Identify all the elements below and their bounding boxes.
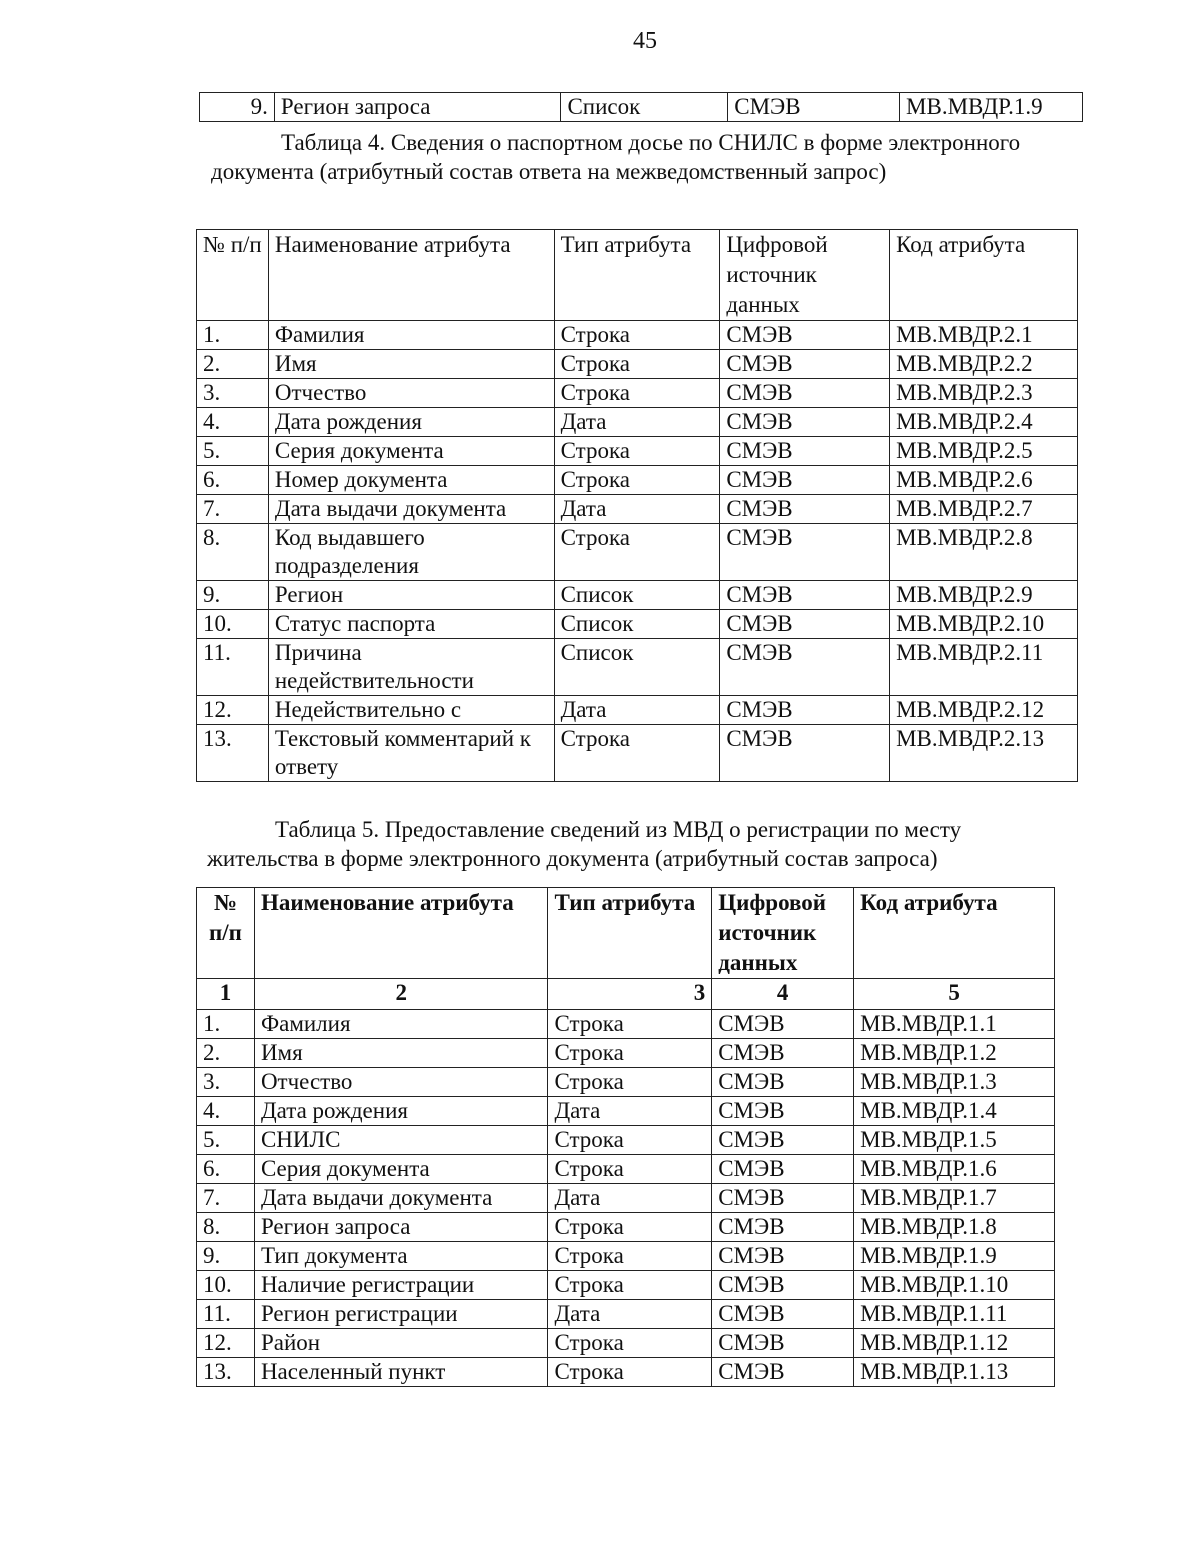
attribute-code: МВ.МВДР.2.1 — [890, 321, 1078, 350]
table-row — [197, 437, 1078, 466]
column-number: 5 — [854, 979, 1055, 1010]
continuation-table — [199, 92, 1083, 122]
attribute-type: Строка — [554, 379, 720, 408]
data-source: СМЭВ — [720, 495, 890, 524]
row-number: 10. — [197, 610, 269, 639]
table-row — [197, 696, 1078, 725]
attribute-type: Строка — [548, 1126, 712, 1155]
attribute-code: МВ.МВДР.1.13 — [854, 1358, 1055, 1387]
data-source: СМЭВ — [728, 93, 900, 122]
table-row — [197, 495, 1078, 524]
data-source: СМЭВ — [720, 350, 890, 379]
row-number: 10. — [197, 1271, 255, 1300]
attribute-name: Регион запроса — [254, 1213, 548, 1242]
attribute-name: Отчество — [268, 379, 554, 408]
row-number: 12. — [197, 696, 269, 725]
row-number: 7. — [197, 495, 269, 524]
header-source: Цифровой источник данных — [712, 888, 854, 979]
row-number: 8. — [197, 524, 269, 581]
attribute-code: МВ.МВДР.1.1 — [854, 1010, 1055, 1039]
attribute-name: Код выдавшего подразделения — [268, 524, 554, 581]
attribute-name: Регион — [268, 581, 554, 610]
row-number: 6. — [197, 1155, 255, 1184]
table-row — [197, 408, 1078, 437]
attribute-code: МВ.МВДР.1.2 — [854, 1039, 1055, 1068]
attribute-name: Имя — [254, 1039, 548, 1068]
header-type: Тип атрибута — [548, 888, 712, 979]
attribute-code: МВ.МВДР.1.10 — [854, 1271, 1055, 1300]
data-source: СМЭВ — [720, 610, 890, 639]
data-source: СМЭВ — [720, 321, 890, 350]
data-source: СМЭВ — [720, 437, 890, 466]
attribute-name: Причина недействительности — [268, 639, 554, 696]
table-row — [197, 466, 1078, 495]
table-row — [197, 581, 1078, 610]
data-source: СМЭВ — [720, 639, 890, 696]
attribute-type: Строка — [548, 1010, 712, 1039]
attribute-name: Регион запроса — [274, 93, 561, 122]
row-number: 4. — [197, 1097, 255, 1126]
attribute-code: МВ.МВДР.1.11 — [854, 1300, 1055, 1329]
table-row — [200, 93, 1083, 122]
attribute-code: МВ.МВДР.1.6 — [854, 1155, 1055, 1184]
attribute-type: Дата — [548, 1300, 712, 1329]
attribute-type: Строка — [554, 524, 720, 581]
attribute-type: Строка — [548, 1329, 712, 1358]
data-source: СМЭВ — [720, 524, 890, 581]
attribute-code: МВ.МВДР.2.13 — [890, 725, 1078, 782]
row-number: 3. — [197, 379, 269, 408]
table-row — [197, 1300, 1055, 1329]
attribute-type: Дата — [554, 696, 720, 725]
row-number: 3. — [197, 1068, 255, 1097]
attribute-type: Строка — [554, 437, 720, 466]
data-source: СМЭВ — [712, 1213, 854, 1242]
attribute-name: СНИЛС — [254, 1126, 548, 1155]
page-number: 45 — [633, 28, 657, 54]
table-row — [197, 1184, 1055, 1213]
data-source: СМЭВ — [720, 408, 890, 437]
table4 — [196, 229, 1078, 782]
data-source: СМЭВ — [712, 1242, 854, 1271]
attribute-type: Строка — [554, 350, 720, 379]
table-row — [197, 1271, 1055, 1300]
attribute-name: Район — [254, 1329, 548, 1358]
data-source: СМЭВ — [712, 1097, 854, 1126]
data-source: СМЭВ — [720, 379, 890, 408]
attribute-code: МВ.МВДР.2.8 — [890, 524, 1078, 581]
attribute-name: Серия документа — [254, 1155, 548, 1184]
attribute-code: МВ.МВДР.1.9 — [900, 93, 1083, 122]
row-number: 11. — [197, 639, 269, 696]
header-number: № п/п — [197, 888, 255, 979]
attribute-type: Дата — [554, 495, 720, 524]
attribute-code: МВ.МВДР.2.9 — [890, 581, 1078, 610]
attribute-type: Список — [554, 610, 720, 639]
row-number: 2. — [197, 1039, 255, 1068]
row-number: 5. — [197, 437, 269, 466]
attribute-type: Строка — [548, 1271, 712, 1300]
attribute-name: Дата рождения — [254, 1097, 548, 1126]
data-source: СМЭВ — [720, 466, 890, 495]
header-name: Наименование атрибута — [268, 230, 554, 321]
data-source: СМЭВ — [720, 696, 890, 725]
attribute-name: Текстовый комментарий к ответу — [268, 725, 554, 782]
table-row — [197, 1329, 1055, 1358]
header-type: Тип атрибута — [554, 230, 720, 321]
attribute-type: Строка — [554, 321, 720, 350]
attribute-code: МВ.МВДР.1.8 — [854, 1213, 1055, 1242]
attribute-code: МВ.МВДР.2.6 — [890, 466, 1078, 495]
table-row — [197, 1039, 1055, 1068]
attribute-code: МВ.МВДР.1.7 — [854, 1184, 1055, 1213]
attribute-type: Список — [554, 581, 720, 610]
attribute-name: Недействительно с — [268, 696, 554, 725]
attribute-name: Дата выдачи документа — [268, 495, 554, 524]
row-number: 1. — [197, 1010, 255, 1039]
header-code: Код атрибута — [890, 230, 1078, 321]
table-row — [197, 639, 1078, 696]
table5-caption: Таблица 5. Предоставление сведений из МВД о регистрации по месту жительства в форме электронного документа (атрибутный состав запроса) — [207, 817, 962, 871]
data-source: СМЭВ — [720, 581, 890, 610]
column-number: 3 — [548, 979, 712, 1010]
attribute-name: Отчество — [254, 1068, 548, 1097]
attribute-name: Статус паспорта — [268, 610, 554, 639]
attribute-code: МВ.МВДР.1.12 — [854, 1329, 1055, 1358]
attribute-name: Дата рождения — [268, 408, 554, 437]
data-source: СМЭВ — [712, 1358, 854, 1387]
row-number: 7. — [197, 1184, 255, 1213]
attribute-type: Строка — [548, 1242, 712, 1271]
attribute-code: МВ.МВДР.2.4 — [890, 408, 1078, 437]
table-row — [197, 1097, 1055, 1126]
attribute-type: Строка — [548, 1213, 712, 1242]
attribute-code: МВ.МВДР.2.2 — [890, 350, 1078, 379]
table4-header-row — [197, 230, 1078, 321]
table-row — [197, 1213, 1055, 1242]
row-number: 9. — [197, 1242, 255, 1271]
attribute-code: МВ.МВДР.2.3 — [890, 379, 1078, 408]
row-number: 5. — [197, 1126, 255, 1155]
table-row — [197, 524, 1078, 581]
row-number: 9. — [200, 93, 275, 122]
attribute-type: Строка — [548, 1155, 712, 1184]
attribute-type: Дата — [554, 408, 720, 437]
table-row — [197, 1242, 1055, 1271]
data-source: СМЭВ — [712, 1300, 854, 1329]
attribute-code: МВ.МВДР.2.7 — [890, 495, 1078, 524]
header-number: № п/п — [197, 230, 269, 321]
attribute-name: Имя — [268, 350, 554, 379]
data-source: СМЭВ — [712, 1155, 854, 1184]
data-source: СМЭВ — [712, 1126, 854, 1155]
attribute-type: Строка — [548, 1358, 712, 1387]
table-row — [197, 1010, 1055, 1039]
table-row — [197, 610, 1078, 639]
row-number: 6. — [197, 466, 269, 495]
attribute-type: Строка — [548, 1068, 712, 1097]
table-row — [197, 379, 1078, 408]
table-row — [197, 1155, 1055, 1184]
row-number: 12. — [197, 1329, 255, 1358]
row-number: 2. — [197, 350, 269, 379]
table-row — [197, 321, 1078, 350]
table4-caption: Таблица 4. Сведения о паспортном досье по СНИЛС в форме электронного документа (атрибутный состав ответа на межведомственный запрос) — [211, 130, 1021, 184]
attribute-code: МВ.МВДР.2.10 — [890, 610, 1078, 639]
column-number: 4 — [712, 979, 854, 1010]
attribute-type: Список — [561, 93, 728, 122]
attribute-name: Фамилия — [254, 1010, 548, 1039]
data-source: СМЭВ — [712, 1184, 854, 1213]
table4-body — [197, 321, 1078, 782]
attribute-code: МВ.МВДР.1.5 — [854, 1126, 1055, 1155]
header-source: Цифровой источник данных — [720, 230, 890, 321]
attribute-type: Список — [554, 639, 720, 696]
attribute-name: Регион регистрации — [254, 1300, 548, 1329]
data-source: СМЭВ — [712, 1068, 854, 1097]
column-number: 1 — [197, 979, 255, 1010]
table-row — [197, 350, 1078, 379]
table5 — [196, 887, 1055, 1387]
data-source: СМЭВ — [712, 1039, 854, 1068]
table-row — [197, 1358, 1055, 1387]
table5-body — [197, 1010, 1055, 1387]
attribute-name: Номер документа — [268, 466, 554, 495]
attribute-code: МВ.МВДР.1.9 — [854, 1242, 1055, 1271]
table-row — [197, 725, 1078, 782]
row-number: 9. — [197, 581, 269, 610]
data-source: СМЭВ — [712, 1271, 854, 1300]
attribute-type: Строка — [548, 1039, 712, 1068]
row-number: 4. — [197, 408, 269, 437]
attribute-name: Населенный пункт — [254, 1358, 548, 1387]
header-name: Наименование атрибута — [254, 888, 548, 979]
attribute-code: МВ.МВДР.2.12 — [890, 696, 1078, 725]
row-number: 13. — [197, 725, 269, 782]
attribute-code: МВ.МВДР.2.5 — [890, 437, 1078, 466]
attribute-type: Дата — [548, 1184, 712, 1213]
attribute-name: Наличие регистрации — [254, 1271, 548, 1300]
column-number: 2 — [254, 979, 548, 1010]
row-number: 13. — [197, 1358, 255, 1387]
row-number: 8. — [197, 1213, 255, 1242]
attribute-code: МВ.МВДР.2.11 — [890, 639, 1078, 696]
table-row — [197, 1068, 1055, 1097]
data-source: СМЭВ — [720, 725, 890, 782]
attribute-code: МВ.МВДР.1.3 — [854, 1068, 1055, 1097]
data-source: СМЭВ — [712, 1010, 854, 1039]
attribute-type: Дата — [548, 1097, 712, 1126]
row-number: 11. — [197, 1300, 255, 1329]
attribute-type: Строка — [554, 466, 720, 495]
table-row — [197, 1126, 1055, 1155]
attribute-name: Серия документа — [268, 437, 554, 466]
attribute-name: Фамилия — [268, 321, 554, 350]
table5-header-row — [197, 888, 1055, 979]
header-code: Код атрибута — [854, 888, 1055, 979]
attribute-type: Строка — [554, 725, 720, 782]
attribute-name: Дата выдачи документа — [254, 1184, 548, 1213]
row-number: 1. — [197, 321, 269, 350]
table5-column-numbers — [197, 979, 1055, 1010]
data-source: СМЭВ — [712, 1329, 854, 1358]
attribute-code: МВ.МВДР.1.4 — [854, 1097, 1055, 1126]
attribute-name: Тип документа — [254, 1242, 548, 1271]
